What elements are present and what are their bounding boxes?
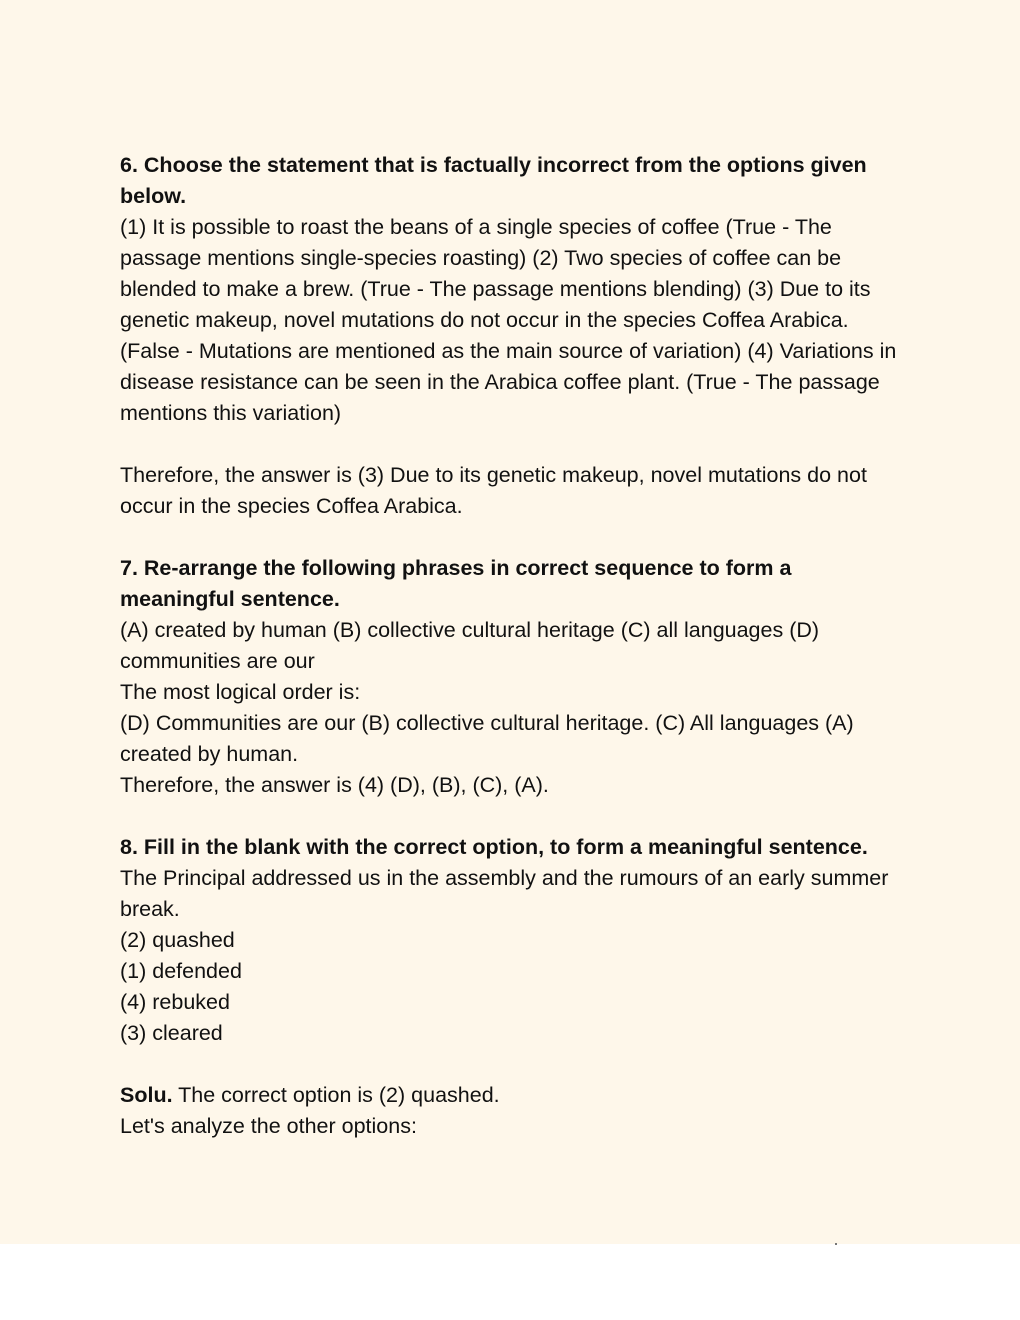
question-7-answer: Therefore, the answer is (4) (D), (B), (C), (A). xyxy=(120,773,549,797)
question-8-option: (2) quashed xyxy=(120,928,235,952)
question-6-heading: 6. Choose the statement that is factually incorrect from the options given below. xyxy=(120,153,867,208)
question-7-phrases: (A) created by human (B) collective cultural heritage (C) all languages (D) communities are our xyxy=(120,618,820,673)
question-8-solution xyxy=(120,1080,900,1111)
question-8-analyze: Let's analyze the other options: xyxy=(120,1114,417,1138)
solution-label: Solu. xyxy=(120,1083,173,1107)
question-8-sentence: The Principal addressed us in the assembly and the rumours of an early summer break. xyxy=(120,866,889,921)
spacer xyxy=(120,522,900,553)
question-7-order: (D) Communities are our (B) collective cultural heritage. (C) All languages (A) created by human. xyxy=(120,711,854,766)
spacer xyxy=(120,429,900,460)
question-7-heading: 7. Re-arrange the following phrases in correct sequence to form a meaningful sentence. xyxy=(120,556,792,611)
spacer xyxy=(120,1049,900,1080)
question-8-heading: 8. Fill in the blank with the correct option, to form a meaningful sentence. xyxy=(120,835,868,859)
document-content xyxy=(120,150,900,1142)
question-6-answer: Therefore, the answer is (3) Due to its genetic makeup, novel mutations do not occur in the species Coffea Arabica. xyxy=(120,463,867,518)
question-8-option: (3) cleared xyxy=(120,1021,223,1045)
page-mark xyxy=(835,1243,837,1245)
question-8-option: (1) defended xyxy=(120,959,242,983)
question-6-explanation: (1) It is possible to roast the beans of a single species of coffee (True - The passage mentions single-species roasting) (2) Two species of coffee can be blended to make a brew. (True - The passage mentions blending) (3) Due to its genetic makeup, novel mutations do not occur in the species Coffea Arabica. (False - Mutations are mentioned as the main source of variation) (4) Variations in disease resistance can be seen in the Arabica coffee plant. (True - The passage mentions this variation) xyxy=(120,215,897,425)
spacer xyxy=(120,801,900,832)
question-8-option: (4) rebuked xyxy=(120,990,230,1014)
solution-text: The correct option is (2) quashed. xyxy=(172,1083,500,1107)
question-7-order-intro: The most logical order is: xyxy=(120,680,361,704)
